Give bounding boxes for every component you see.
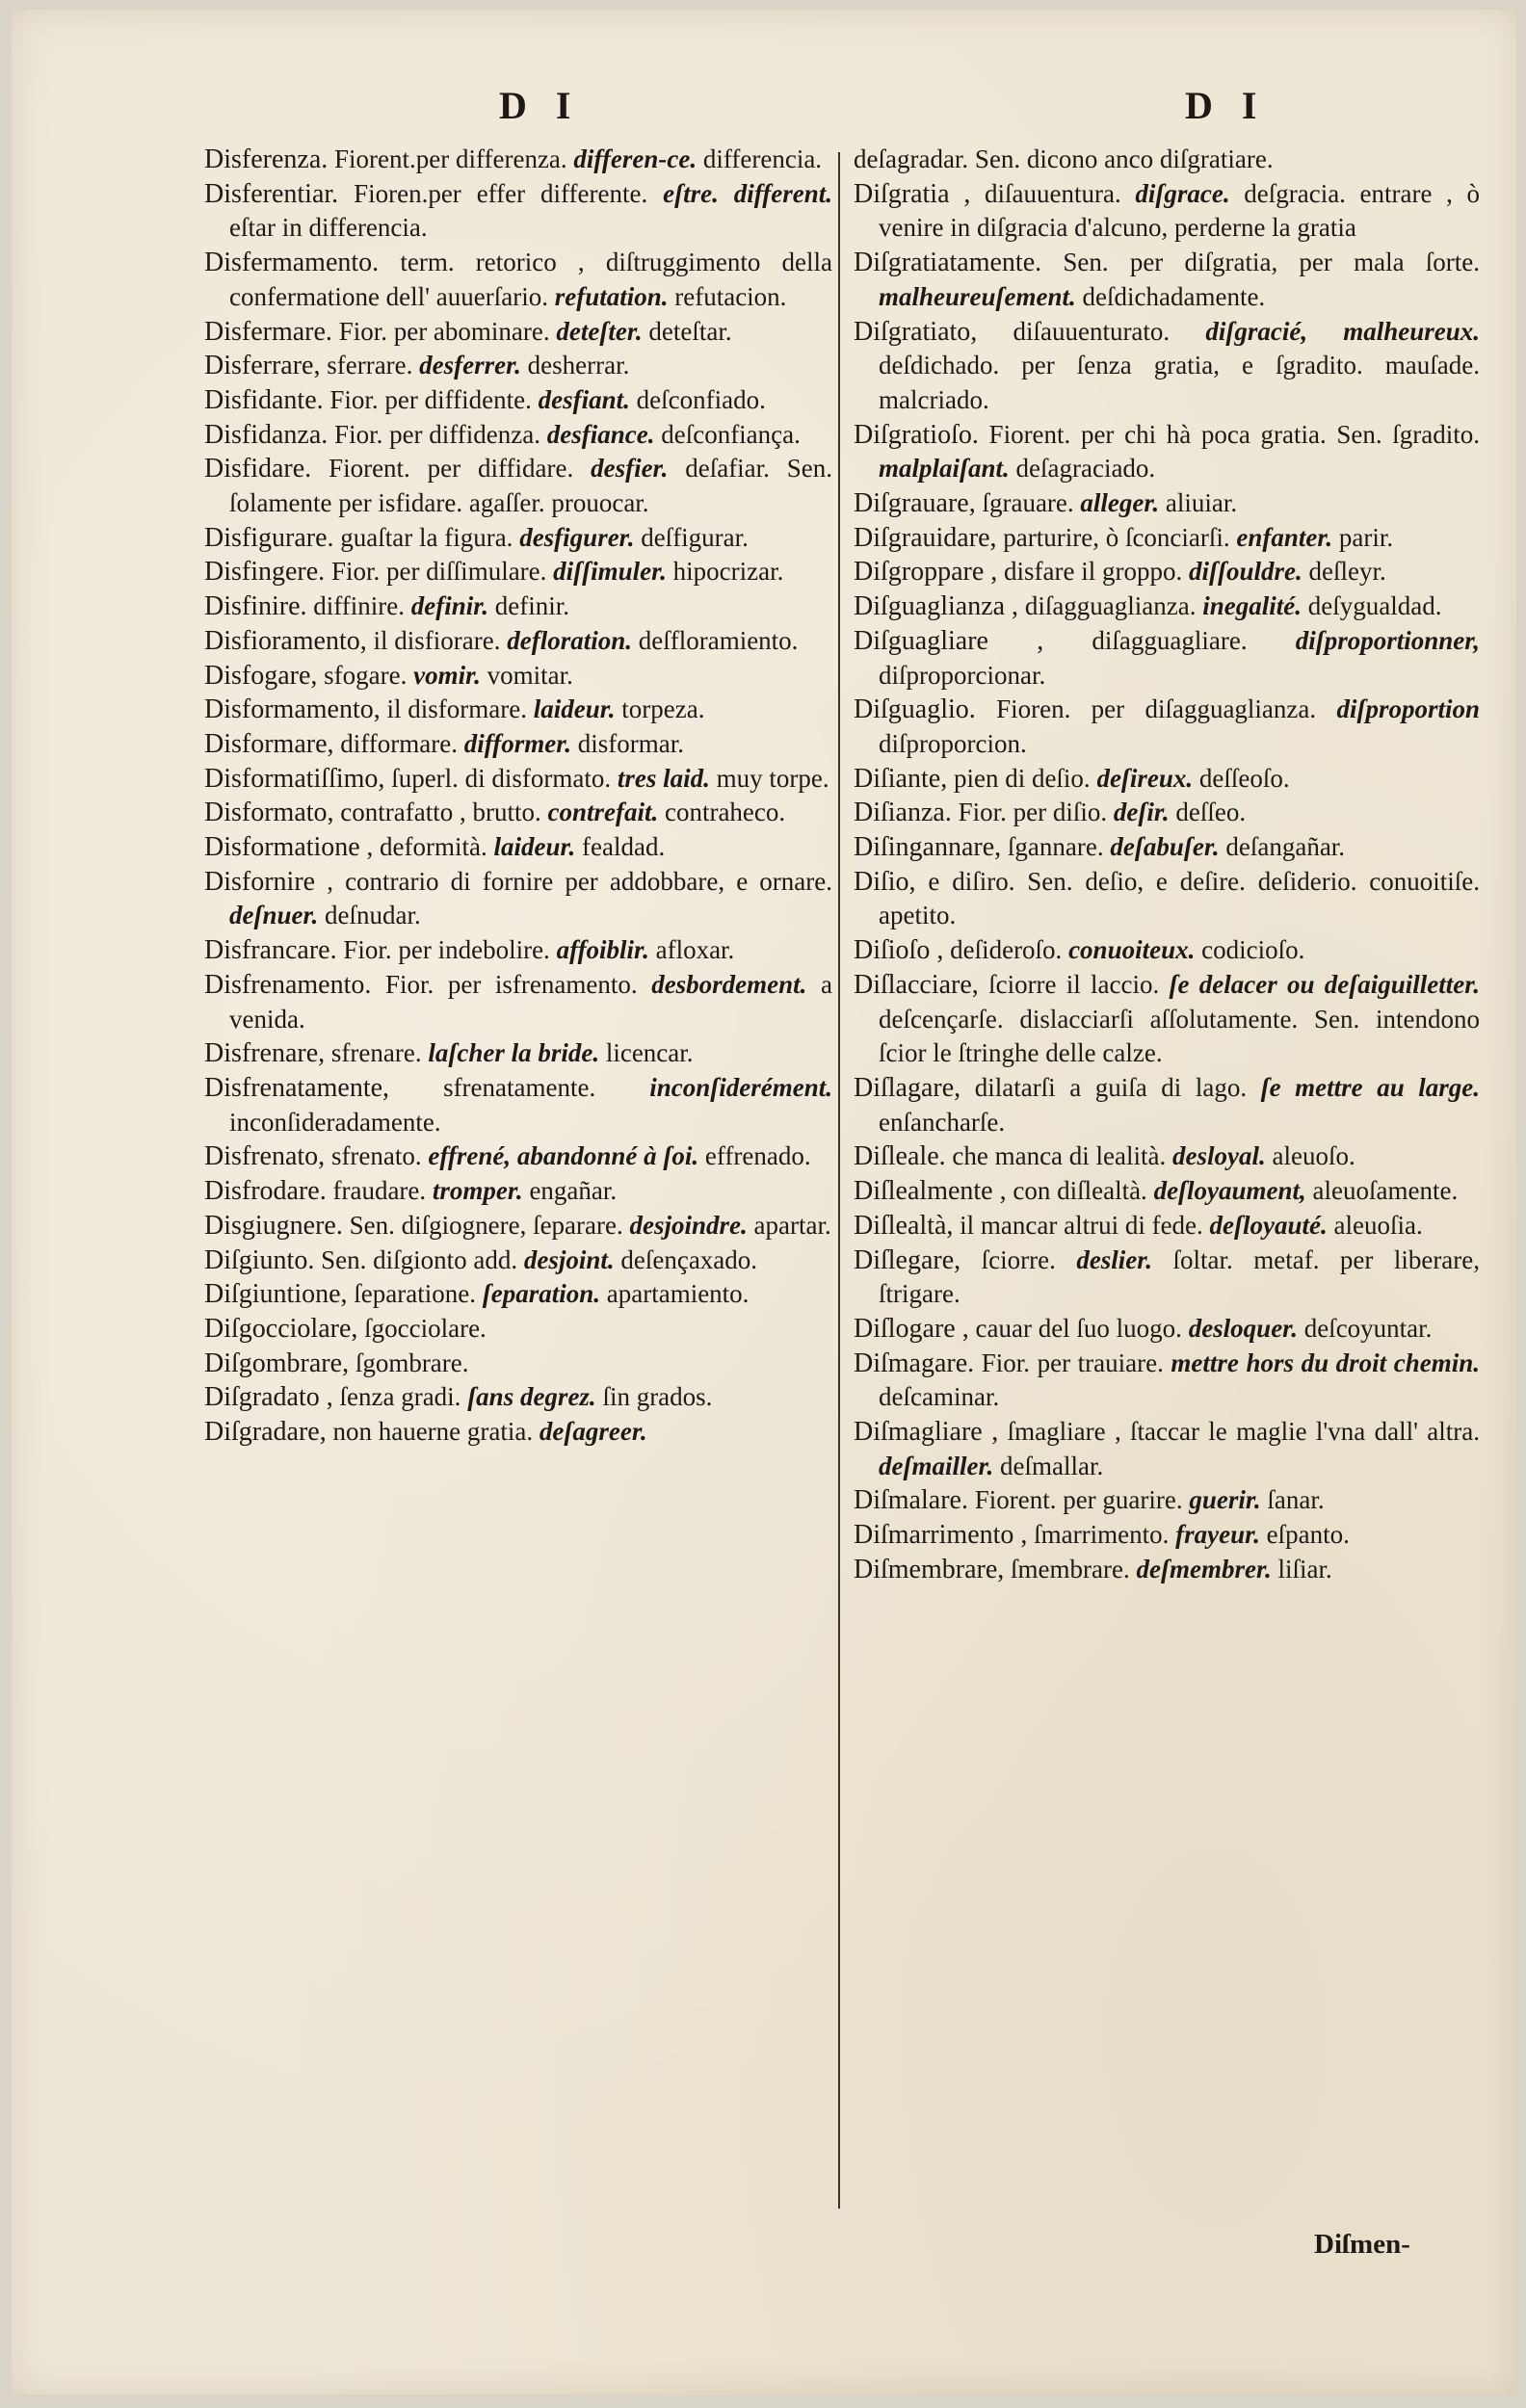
spanish-translation: deſmallar. — [999, 1451, 1104, 1480]
dictionary-entry — [204, 796, 832, 830]
french-translation: deſmailler. — [879, 1451, 994, 1480]
dictionary-entry — [854, 143, 1480, 177]
headword: Diſio, — [854, 866, 916, 897]
italian-definition: , deformità. — [366, 832, 487, 862]
french-translation: desloyal. — [1172, 1141, 1266, 1171]
spanish-translation: aleuoſo. — [1272, 1141, 1355, 1171]
french-translation: diſgracié, malheureux. — [1205, 316, 1481, 346]
french-translation: contrefait. — [547, 798, 659, 827]
catchword: Diſmen- — [1314, 2229, 1410, 2260]
french-translation: deſloyauté. — [1209, 1210, 1328, 1240]
headword: Disformatiſſimo, — [204, 763, 385, 794]
spanish-translation: engañar. — [529, 1176, 618, 1206]
dictionary-entry — [854, 1518, 1480, 1553]
dictionary-entry — [204, 933, 832, 968]
spanish-translation: deſençaxado. — [620, 1244, 758, 1274]
headword: Diſgombrare, — [204, 1348, 350, 1378]
headword: Diſgratioſo. — [854, 419, 979, 450]
italian-definition: Fior. per diffidente. — [329, 384, 532, 414]
italian-definition: Fioren.per effer differente. — [354, 178, 648, 208]
dictionary-entry — [204, 418, 832, 453]
dictionary-entry — [854, 177, 1480, 246]
headword: Disferrare, — [204, 351, 321, 381]
italian-definition: ſeparatione. — [354, 1279, 476, 1309]
headword: Disfogare, — [204, 660, 318, 691]
italian-definition: Fiorent. per guarire. — [974, 1485, 1183, 1515]
headword: Diſiante, — [854, 763, 948, 794]
headword: Diſlealmente , — [854, 1176, 1007, 1207]
french-translation: diſproportionner, — [1295, 625, 1481, 655]
french-translation: frayeur. — [1175, 1520, 1260, 1550]
dictionary-entry — [854, 555, 1480, 589]
spanish-translation: deſconfiança. — [661, 419, 801, 449]
spanish-translation: apartamiento. — [606, 1279, 750, 1309]
spanish-translation: deſiderio. conuoitiſe. apetito. — [879, 866, 1481, 930]
dictionary-entry — [204, 1415, 832, 1450]
headword: Disformare, — [204, 728, 334, 759]
italian-definition: cauar del ſuo luogo. — [975, 1313, 1182, 1343]
headword: Disfornire — [204, 866, 316, 897]
french-translation: deteſter. — [556, 316, 643, 346]
dictionary-entry — [854, 1174, 1480, 1209]
headword: Diſgocciolare, — [204, 1313, 358, 1344]
headword: Diſgroppare , — [854, 557, 998, 588]
spanish-translation: desherrar. — [527, 351, 630, 380]
italian-definition: , contrario di fornire per addobbare, e ornare. — [327, 866, 833, 896]
italian-definition: Fior. per diſio. — [958, 798, 1108, 827]
headword: Diſgradare, — [204, 1417, 327, 1448]
headword: Disfrenatamente, — [204, 1072, 390, 1103]
french-translation: vomir. — [413, 660, 481, 690]
spanish-translation: a venida. — [229, 969, 833, 1034]
french-translation: desjoindre. — [629, 1210, 748, 1240]
dictionary-entry — [854, 1347, 1480, 1415]
french-translation: deſnuer. — [229, 901, 319, 930]
headword: Disfrenato, — [204, 1141, 326, 1172]
dictionary-entry — [854, 865, 1480, 933]
italian-definition: sferrare. — [327, 351, 413, 380]
italian-definition: contrafatto , brutto. — [340, 798, 541, 827]
french-translation: guerir. — [1189, 1485, 1261, 1515]
spanish-translation: hipocrizar. — [672, 557, 784, 587]
spanish-translation: afloxar. — [655, 935, 735, 965]
french-translation: eſtre. different. — [663, 178, 832, 208]
spanish-translation: ſin grados. — [602, 1382, 713, 1412]
italian-definition: Fior. per trauiare. — [981, 1348, 1164, 1377]
italian-definition: Fiorent.per differenza. — [334, 144, 567, 173]
headword: Disfermare. — [204, 316, 332, 347]
spanish-translation: licencar. — [605, 1038, 694, 1068]
dictionary-entry — [854, 1312, 1480, 1347]
spanish-translation: diſproporcionar. — [879, 660, 1046, 690]
dictionary-entry — [204, 727, 832, 762]
dictionary-entry — [204, 1071, 832, 1139]
italian-definition: ſgannare. — [1007, 832, 1104, 862]
french-translation: diſſimuler. — [553, 557, 667, 587]
dictionary-entry — [854, 1139, 1480, 1174]
dictionary-entry — [854, 968, 1480, 1071]
headword: Disfrodare. — [204, 1176, 327, 1207]
headword: Disferentiar. — [204, 178, 339, 209]
spanish-translation: torpeza. — [621, 694, 705, 724]
italian-definition: Fior. per isfrenamento. — [384, 969, 638, 999]
headword: Diſmembrare, — [854, 1554, 1005, 1584]
italian-definition: Fior. per abominare. — [338, 316, 550, 346]
dictionary-entry — [854, 521, 1480, 556]
french-translation: desloquer. — [1188, 1313, 1298, 1343]
italian-definition: ſuperl. di disformato. — [391, 763, 612, 793]
headword: Diſingannare, — [854, 832, 1002, 863]
headword: Disfingere. — [204, 557, 326, 588]
french-translation: malplaiſant. — [879, 454, 1010, 484]
headword: Diſlacciare, — [854, 969, 979, 1000]
italian-definition: diſauuenturato. — [1013, 316, 1171, 346]
french-translation: diſgrace. — [1135, 178, 1230, 208]
headword: Disferenza. — [204, 144, 329, 174]
french-translation: desferrer. — [419, 351, 521, 380]
headword: Diſleale. — [854, 1141, 946, 1172]
dictionary-entry — [204, 830, 832, 865]
italian-definition: ſciorre. — [981, 1244, 1056, 1274]
italian-definition: guaſtar la figura. — [340, 522, 513, 552]
french-translation: deſabuſer. — [1110, 832, 1220, 862]
french-translation: laſcher la bride. — [428, 1038, 600, 1068]
dictionary-entry — [854, 1071, 1480, 1139]
spanish-translation: deſleyr. — [1308, 557, 1386, 587]
dictionary-entry — [204, 968, 832, 1036]
spanish-translation: eſtar in differencia. — [229, 213, 428, 243]
french-translation: deſir. — [1113, 798, 1170, 827]
italian-definition: fraudare. — [332, 1176, 427, 1206]
spanish-translation: deſangañar. — [1225, 832, 1346, 862]
italian-definition: Fiorent. per diffidare. — [329, 454, 574, 484]
spanish-translation: parir. — [1338, 522, 1394, 552]
headword: Diſlogare , — [854, 1313, 969, 1344]
italian-definition: Fior. per indebolire. — [343, 935, 550, 965]
spanish-translation: deſdichado. per ſenza gratia, e ſgradito. mauſade. malcriado. — [879, 351, 1480, 414]
dictionary-entry — [204, 659, 832, 694]
french-translation: ſe delacer ou deſaiguilletter. — [1169, 969, 1481, 999]
dictionary-entry — [854, 246, 1480, 314]
spanish-translation: deſagraciado. — [1015, 454, 1156, 484]
spanish-translation: definir. — [494, 591, 570, 621]
french-translation: deſireux. — [1096, 763, 1194, 793]
left-column — [204, 143, 832, 1450]
headword: Diſianza. — [854, 798, 952, 828]
dictionary-entry — [204, 1380, 832, 1415]
headword: Disformatione — [204, 832, 360, 863]
italian-definition: Fior. per diſſimulare. — [330, 557, 547, 587]
dictionary-entry — [204, 1347, 832, 1381]
headword: Diſgiuntione, — [204, 1279, 348, 1310]
italian-definition: pien di deſio. — [953, 763, 1091, 793]
french-translation: defloration. — [507, 625, 632, 655]
spanish-translation: refutacion. — [674, 281, 787, 311]
french-translation: diſproportion — [1336, 694, 1480, 724]
french-translation: ſe mettre au large. — [1260, 1072, 1480, 1102]
spanish-translation: aleuoſamente. — [1312, 1176, 1459, 1206]
italian-definition: Sen. per diſgratia, per mala ſorte. — [1063, 248, 1481, 277]
italian-definition: il mancar altrui di fede. — [960, 1210, 1203, 1240]
dictionary-entry — [854, 1483, 1480, 1518]
french-translation: affoiblir. — [556, 935, 649, 965]
french-translation: conuoiteux. — [1068, 935, 1196, 965]
french-translation: desfier. — [591, 454, 669, 484]
spanish-translation: deſfigurar. — [641, 522, 749, 552]
spanish-translation: deſſeoſo. — [1198, 763, 1290, 793]
spanish-translation: effrenado. — [704, 1141, 811, 1171]
italian-definition: parturire, ò ſconciarſi. — [1003, 522, 1230, 552]
spanish-translation: aliuiar. — [1165, 488, 1238, 518]
french-translation: malheureuſement. — [879, 281, 1076, 311]
headword: Disfermamento. — [204, 248, 380, 278]
french-translation: desfigurer. — [519, 522, 635, 552]
dictionary-entry — [204, 589, 832, 624]
spanish-translation: vomitar. — [487, 660, 573, 690]
italian-definition: ſmembrare. — [1011, 1554, 1130, 1584]
headword: Disformato, — [204, 798, 334, 828]
spanish-translation: deſconfiado. — [636, 384, 766, 414]
headword: Diſmarrimento , — [854, 1520, 1028, 1551]
italian-definition: ſgocciolare. — [364, 1313, 487, 1343]
column-divider — [838, 152, 840, 2209]
dictionary-entry — [204, 177, 832, 246]
spanish-translation: deſygualdad. — [1307, 591, 1442, 621]
dictionary-entry — [204, 246, 832, 314]
dictionary-entry — [204, 1243, 832, 1278]
headword: Diſioſo , — [854, 935, 944, 966]
dictionary-entry — [204, 1036, 832, 1071]
headword: Diſlegare, — [854, 1244, 961, 1275]
spanish-translation: deſcoyuntar. — [1303, 1313, 1433, 1343]
italian-definition: diſagguaglianza. — [1024, 591, 1197, 621]
italian-definition: ſgombrare. — [355, 1348, 469, 1377]
headword: Disfioramento, — [204, 625, 367, 656]
headword: Diſgratia , — [854, 178, 971, 209]
french-translation: tres laid. — [617, 763, 710, 793]
headword: Disfidanza. — [204, 419, 329, 450]
dictionary-entry — [854, 762, 1480, 797]
dictionary-entry — [854, 624, 1480, 693]
headword: Diſgiunto. — [204, 1244, 315, 1275]
dictionary-entry — [204, 521, 832, 556]
italian-definition: disfare il groppo. — [1004, 557, 1183, 587]
french-translation: laideur. — [493, 832, 576, 862]
dictionary-entry — [854, 1243, 1480, 1312]
italian-definition: non hauerne gratia. — [332, 1417, 534, 1447]
dictionary-entry — [854, 933, 1480, 968]
italian-definition: deſagradar. Sen. dicono anco diſgratiare. — [854, 144, 1274, 173]
dictionary-entry — [204, 349, 832, 383]
italian-definition: con diſlealtà. — [1013, 1176, 1147, 1206]
italian-definition: Sen. diſgiognere, ſeparare. — [349, 1210, 623, 1240]
french-translation: desjoint. — [523, 1244, 615, 1274]
dictionary-entry — [204, 1277, 832, 1312]
spanish-translation: muy torpe. — [716, 763, 829, 793]
headword: Disfinire. — [204, 591, 307, 622]
italian-definition: sfrenare. — [330, 1038, 422, 1068]
spanish-translation: apartar. — [753, 1210, 831, 1240]
headword: Disfrenamento. — [204, 969, 372, 1000]
french-translation: refutation. — [554, 281, 669, 311]
french-translation: inconſiderément. — [649, 1072, 833, 1102]
french-translation: deſagreer. — [539, 1417, 647, 1447]
italian-definition: ſenza gradi. — [339, 1382, 461, 1412]
spanish-translation: differencia. — [702, 144, 823, 173]
dictionary-page — [12, 10, 1516, 2395]
french-translation: alleger. — [1080, 488, 1160, 518]
spanish-translation: deſdichadamente. — [1082, 281, 1266, 311]
dictionary-entry — [854, 486, 1480, 521]
headword: Diſgrauare, — [854, 488, 976, 519]
french-translation: difformer. — [463, 728, 571, 758]
french-translation: deſloyaument, — [1153, 1176, 1306, 1206]
spanish-translation: deſnudar. — [325, 901, 421, 930]
italian-definition: il disformare. — [386, 694, 527, 724]
headword: Diſlagare, — [854, 1072, 961, 1103]
column-header-left: D I — [499, 84, 581, 127]
spanish-translation: deſſeo. — [1175, 798, 1247, 827]
headword: Diſmagliare , — [854, 1417, 999, 1448]
italian-definition: sfrenatamente. — [443, 1072, 596, 1102]
dictionary-entry — [204, 383, 832, 418]
headword: Diſguaglianza , — [854, 591, 1019, 622]
dictionary-entry — [204, 865, 832, 933]
dictionary-entry — [204, 143, 832, 177]
headword: Diſmagare. — [854, 1348, 975, 1378]
french-translation: definir. — [410, 591, 489, 621]
dictionary-entry — [854, 589, 1480, 624]
headword: Diſguagliare , — [854, 625, 1044, 656]
dictionary-entry — [204, 1174, 832, 1209]
headword: Disgiugnere. — [204, 1210, 343, 1241]
french-translation: tromper. — [432, 1176, 523, 1206]
french-translation: desfiance. — [546, 419, 655, 449]
headword: Diſgratiato, — [854, 316, 978, 347]
right-column — [854, 143, 1480, 1587]
headword: Disfidare. — [204, 454, 312, 484]
spanish-translation: enſancharſe. — [879, 1107, 1006, 1137]
dictionary-entry — [854, 830, 1480, 865]
spanish-translation: ſanar. — [1267, 1485, 1325, 1515]
french-translation: inegalité. — [1202, 591, 1302, 621]
italian-definition: deſideroſo. — [950, 935, 1063, 965]
italian-definition: difformare. — [340, 728, 458, 758]
dictionary-entry — [204, 315, 832, 350]
french-translation: mettre hors du droit chemin. — [1171, 1348, 1481, 1377]
dictionary-entry — [854, 796, 1480, 830]
spanish-translation: deteſtar. — [648, 316, 732, 346]
italian-definition: sfrenato. — [330, 1141, 422, 1171]
headword: Disfrenare, — [204, 1038, 326, 1069]
spanish-translation: diſproporcion. — [879, 728, 1027, 758]
dictionary-entry — [204, 762, 832, 797]
italian-definition: Sen. diſgionto add. — [321, 1244, 518, 1274]
french-translation: laideur. — [533, 694, 616, 724]
french-translation: effrené, abandonné à ſoi. — [428, 1141, 699, 1171]
spanish-translation: codicioſo. — [1201, 935, 1305, 965]
spanish-translation: disformar. — [577, 728, 684, 758]
italian-definition: ſciorre il laccio. — [988, 969, 1160, 999]
headword: Diſmalare. — [854, 1485, 968, 1516]
italian-definition: Fior. per diffidenza. — [334, 419, 540, 449]
spanish-translation: liſiar. — [1277, 1554, 1332, 1584]
italian-definition: sfogare. — [324, 660, 408, 690]
italian-definition: dilatarſi a guiſa di lago. — [974, 1072, 1248, 1102]
headword: Diſgradato , — [204, 1382, 333, 1413]
dictionary-entry — [854, 1553, 1480, 1587]
spanish-translation: deſcençarſe. dislacciarſi aſſolutamente. Sen. intendono ſcior le ſtringhe delle calze. — [879, 1004, 1480, 1068]
french-translation: diſſouldre. — [1189, 557, 1302, 587]
headword: Diſlealtà, — [854, 1210, 954, 1241]
french-translation: ſeparation. — [482, 1279, 600, 1309]
italian-definition: diffinire. — [313, 591, 406, 621]
dictionary-entry — [204, 555, 832, 589]
italian-definition: ſmagliare , ſtaccar le maglie l'vna dall' altra. — [1007, 1417, 1481, 1447]
spanish-translation: inconſideradamente. — [229, 1107, 441, 1137]
spanish-translation: deſfloramiento. — [638, 625, 799, 655]
italian-definition: ſmarrimento. — [1034, 1520, 1170, 1550]
french-translation: desfiant. — [538, 384, 630, 414]
italian-definition: Fioren. per diſagguaglianza. — [996, 694, 1317, 724]
spanish-translation: contraheco. — [664, 798, 786, 827]
headword: Diſguaglio. — [854, 694, 976, 725]
italian-definition: e diſiro. Sen. deſio, e deſire. — [928, 866, 1246, 896]
dictionary-entry — [204, 1312, 832, 1347]
spanish-translation: deſgracia. entrare , ò venire in diſgracia d'alcuno, perderne la gratia — [879, 178, 1481, 243]
spanish-translation: deſcaminar. — [879, 1382, 1000, 1412]
italian-definition: ſgrauare. — [982, 488, 1074, 518]
headword: Disfigurare. — [204, 522, 334, 553]
headword: Disfidante. — [204, 384, 324, 415]
italian-definition: diſagguagliare. — [1092, 625, 1248, 655]
headword: Disfrancare. — [204, 935, 337, 966]
dictionary-entry — [854, 693, 1480, 761]
dictionary-entry — [204, 1209, 832, 1243]
french-translation: enfanter. — [1236, 522, 1333, 552]
spanish-translation: deſafiar. Sen. ſolamente per isfidare. agaſſer. prouocar. — [229, 454, 833, 518]
spanish-translation: ſoltar. metaf. per liberare, ſtrigare. — [879, 1244, 1481, 1309]
french-translation: ſans degrez. — [467, 1382, 596, 1412]
french-translation: desbordement. — [651, 969, 807, 999]
headword: Diſgrauidare, — [854, 522, 997, 553]
italian-definition: il disfiorare. — [373, 625, 501, 655]
italian-definition: che manca di lealità. — [952, 1141, 1167, 1171]
spanish-translation: aleuoſia. — [1333, 1210, 1423, 1240]
dictionary-entry — [204, 693, 832, 727]
french-translation: differen-ce. — [573, 144, 697, 173]
dictionary-entry — [854, 1415, 1480, 1483]
french-translation: deſmembrer. — [1136, 1554, 1272, 1584]
column-header-right: D I — [1185, 84, 1267, 127]
headword: Disformamento, — [204, 694, 381, 725]
french-translation: deslier. — [1076, 1244, 1153, 1274]
dictionary-entry — [854, 418, 1480, 486]
dictionary-entry — [204, 452, 832, 520]
dictionary-entry — [204, 624, 832, 659]
italian-definition: Fiorent. per chi hà poca gratia. Sen. ſgradito. — [988, 419, 1481, 449]
dictionary-entry — [204, 1139, 832, 1174]
dictionary-entry — [854, 1209, 1480, 1243]
headword: Diſgratiatamente. — [854, 248, 1042, 278]
italian-definition: diſauuentura. — [985, 178, 1121, 208]
italian-definition: term. retorico , diſtruggimento della confermatione dell' auuerſario. — [229, 248, 832, 311]
spanish-translation: fealdad. — [582, 832, 666, 862]
dictionary-entry — [854, 315, 1480, 418]
spanish-translation: eſpanto. — [1266, 1520, 1350, 1550]
